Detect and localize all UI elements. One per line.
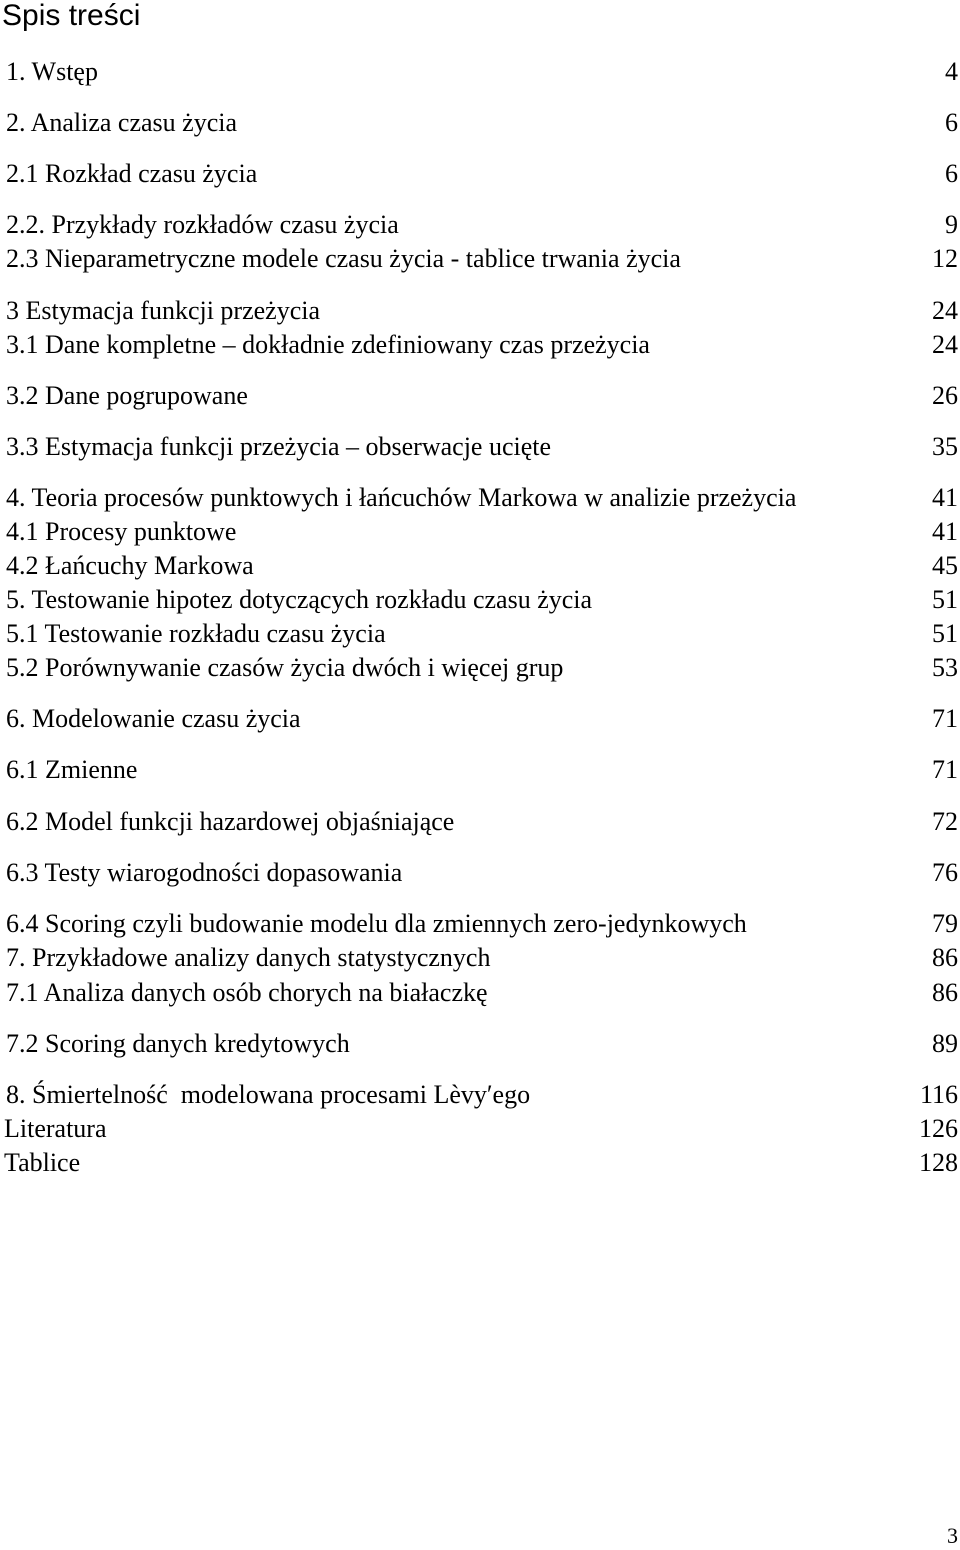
toc-entry [0,243,960,275]
toc-entry [0,1079,960,1111]
toc-entry-label: 3.3 Estymacja funkcji przeżycia – obserwacje ucięte [6,432,552,461]
toc-entry-page: 116 [919,1080,958,1109]
toc-entry-page: 79 [932,909,958,938]
toc-entry [0,977,960,1009]
toc-entry-page: 6 [945,108,958,137]
toc-entry [0,584,960,616]
toc-entry-label: 7. Przykładowe analizy danych statystycznych [6,943,491,972]
toc-entry-page: 24 [932,296,958,325]
toc-entry-page: 76 [932,858,958,887]
toc-entry-page: 126 [919,1114,958,1143]
toc-entry-label: 3.2 Dane pogrupowane [6,381,248,410]
page-number: 3 [947,1523,958,1548]
toc-entry-label: 7.1 Analiza danych osób chorych na białaczkę [6,978,488,1007]
toc-entry-label: Tablice [4,1148,81,1177]
page-title: Spis treści [2,0,141,32]
toc-entry-page: 12 [932,244,958,273]
toc-entry-label: 6.4 Scoring czyli budowanie modelu dla zmiennych zero-jedynkowych [6,909,747,938]
toc-entry [0,107,960,139]
toc-entry-page: 86 [932,943,958,972]
toc-entry-page: 89 [932,1029,958,1058]
toc-entry-page: 41 [932,483,958,512]
toc-entry [0,158,960,190]
toc-entry-page: 71 [932,704,958,733]
toc-entry-label: 3.1 Dane kompletne – dokładnie zdefiniowany czas przeżycia [6,330,650,359]
toc-entry [0,942,960,974]
toc-entry-label: 5. Testowanie hipotez dotyczących rozkładu czasu życia [6,585,593,614]
toc-entry-label: 2.3 Nieparametryczne modele czasu życia - tablice trwania życia [6,244,681,273]
toc-entry [0,1113,960,1145]
toc-entry-page: 24 [932,330,958,359]
toc-entry-label: 2.1 Rozkład czasu życia [6,159,258,188]
toc-entry-label: 6.1 Zmienne [6,755,138,784]
toc-entry-page: 86 [932,978,958,1007]
toc-entry [0,857,960,889]
toc-entry [0,431,960,463]
toc-entry [0,209,960,241]
toc-entry [0,550,960,582]
toc-entry-page: 35 [932,432,958,461]
toc-entry [0,1028,960,1060]
toc-entry [0,754,960,786]
toc-entry-page: 53 [932,653,958,682]
toc-entry-page: 51 [932,585,958,614]
toc-entry [0,516,960,548]
toc-entry [0,703,960,735]
toc-entry-page: 45 [932,551,958,580]
toc-entry-page: 26 [932,381,958,410]
toc-entry-page: 51 [932,619,958,648]
toc-entry-label: 8. Śmiertelność modelowana procesami Lèvy′ego [6,1080,531,1109]
toc-entry [0,329,960,361]
toc-entry-label: 5.1 Testowanie rozkładu czasu życia [6,619,386,648]
toc-entry-label: 5.2 Porównywanie czasów życia dwóch i więcej grup [6,653,564,682]
toc-entry [0,652,960,684]
toc-entry [0,1147,960,1179]
toc-entry-label: 6.3 Testy wiarogodności dopasowania [6,858,403,887]
toc-entry-page: 71 [932,755,958,784]
toc-entry-page: 9 [945,210,958,239]
toc-entry-page: 4 [945,57,958,86]
toc-entry-page: 41 [932,517,958,546]
toc-entry-label: 3 Estymacja funkcji przeżycia [6,296,321,325]
toc-entry [0,56,960,88]
toc-entry [0,482,960,514]
toc-entry [0,618,960,650]
toc-entry-label: 4.1 Procesy punktowe [6,517,237,546]
toc-entry-label: 2. Analiza czasu życia [6,108,237,137]
toc-entry-page: 6 [945,159,958,188]
toc-entry [0,295,960,327]
toc-entry-label: 6. Modelowanie czasu życia [6,704,301,733]
toc-entry-label: 4.2 Łańcuchy Markowa [6,551,254,580]
toc-entry-page: 128 [919,1148,958,1177]
toc-entry-label: Literatura [4,1114,107,1143]
toc-entry-label: 4. Teoria procesów punktowych i łańcuchów Markowa w analizie przeżycia [6,483,797,512]
toc-entry [0,908,960,940]
toc-entry [0,380,960,412]
toc-entry-label: 2.2. Przykłady rozkładów czasu życia [6,210,399,239]
toc-entry-page: 72 [932,807,958,836]
toc-entry-label: 6.2 Model funkcji hazardowej objaśniające [6,807,455,836]
toc-entry [0,806,960,838]
toc-entry-label: 1. Wstęp [6,57,98,86]
toc-entry-label: 7.2 Scoring danych kredytowych [6,1029,350,1058]
